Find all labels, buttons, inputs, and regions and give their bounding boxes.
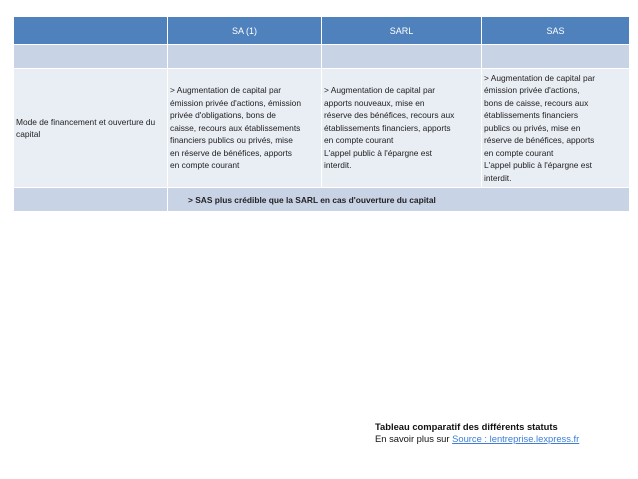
cell-sa-line: en compte courant — [170, 160, 240, 171]
caption-title: Tableau comparatif des différents statuts — [375, 421, 558, 432]
cell-sarl-line: en compte courant — [324, 135, 394, 146]
cell-sarl-line: > Augmentation de capital par — [324, 85, 436, 96]
cell-sa-line: émission privée d'actions, émission — [170, 97, 302, 108]
header-sarl: SARL — [322, 17, 482, 45]
table-note-row — [14, 188, 630, 212]
note-text: > SAS plus crédible que la SARL en cas d'ouverture du capital — [168, 188, 630, 212]
table-band-row — [14, 45, 630, 69]
cell-sarl-line: établissements financiers, apports — [324, 122, 451, 133]
comparison-table — [13, 16, 630, 212]
cell-sarl-line: réserve des bénéfices, recours aux — [324, 110, 455, 121]
cell-sarl-line: apports nouveaux, mise en — [324, 97, 425, 108]
cell-sas-line: bons de caisse, recours aux — [484, 97, 589, 108]
cell-sas-line: établissements financiers — [484, 110, 579, 121]
cell-sas-line: publics ou privés, mise en — [484, 122, 581, 133]
cell-sas-line: en compte courant — [484, 147, 554, 158]
table-row-financement — [14, 69, 630, 188]
cell-sarl-line: L'appel public à l'épargne est — [324, 147, 432, 158]
cell-sas-line: L'appel public à l'épargne est — [484, 160, 592, 171]
cell-sarl-line: interdit. — [324, 160, 352, 171]
cell-sas-line: interdit. — [484, 172, 512, 183]
cell-sas-line: > Augmentation de capital par — [484, 72, 596, 83]
cell-sa-line: financiers publics ou privés, mise — [170, 135, 293, 146]
row-label-financement: Mode de financement et ouverture du capital — [14, 69, 168, 188]
source-link[interactable]: Source : lentreprise.lexpress.fr — [452, 433, 580, 444]
cell-sa-line: privée d'obligations, bons de — [170, 110, 276, 121]
cell-sas-line: réserve de bénéfices, apports — [484, 135, 595, 146]
table-header-row — [14, 17, 630, 45]
caption-prefix: En savoir plus sur — [375, 433, 453, 444]
cell-sa-line: caisse, recours aux établissements — [170, 122, 301, 133]
cell-sas-line: émission privée d'actions, — [484, 85, 580, 96]
header-sas: SAS — [482, 17, 630, 45]
header-empty-cell — [14, 17, 168, 45]
caption — [375, 421, 579, 445]
header-sa: SA (1) — [168, 17, 322, 45]
cell-sa-line: > Augmentation de capital par — [170, 85, 282, 96]
cell-sarl — [322, 69, 482, 188]
cell-sa — [168, 69, 322, 188]
cell-sas — [482, 69, 630, 188]
cell-sa-line: en réserve de bénéfices, apports — [170, 147, 292, 158]
